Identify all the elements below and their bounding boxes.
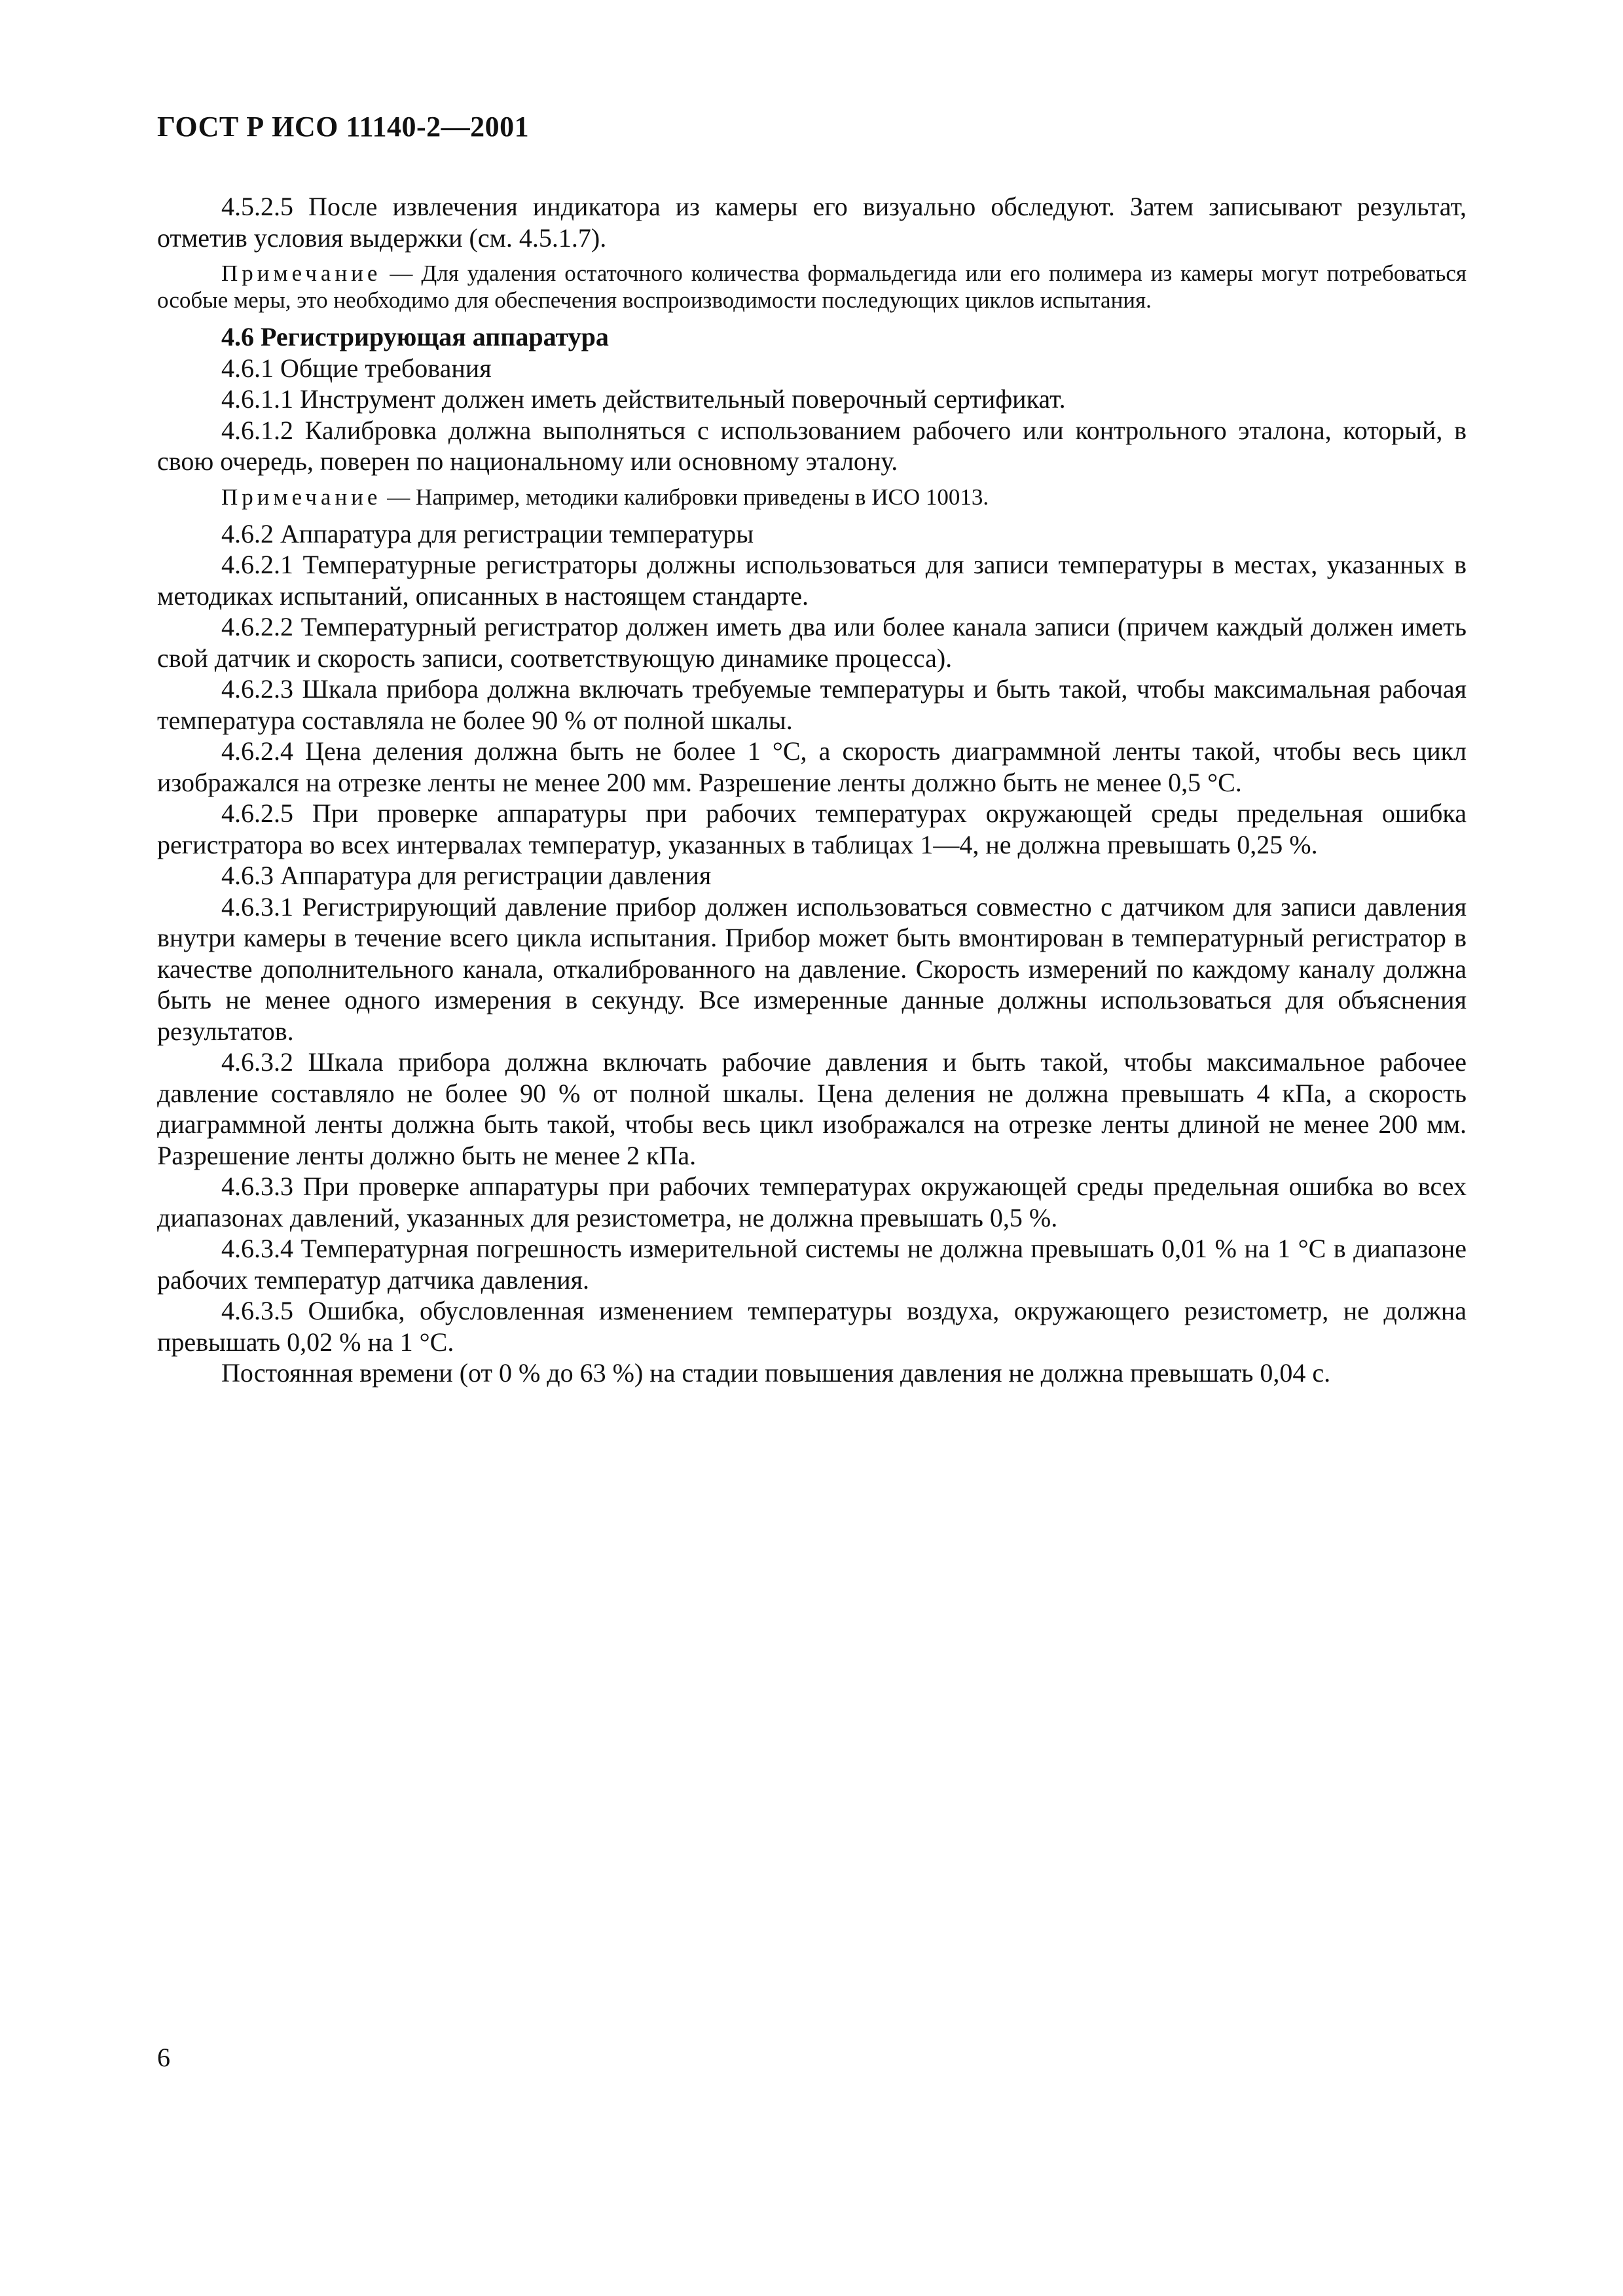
paragraph-4-6-3: 4.6.3 Аппаратура для регистрации давления: [221, 861, 712, 890]
note-label: Примечание: [221, 484, 382, 510]
paragraph-4-6-3-3: 4.6.3.3 При проверке аппаратуры при рабочих температурах окружающей среды предельная ошибка во всех диапазонах давлений, указанных для резистометра, не должна превышать 0,5 %.: [157, 1172, 1467, 1232]
note-calibration: [157, 484, 1467, 511]
page-number: 6: [157, 2043, 170, 2072]
paragraph-4-6-3-1: 4.6.3.1 Регистрирующий давление прибор должен использоваться совместно с датчиком для записи давления внутри камеры в течение всего цикла испытания. Прибор может быть вмонтирован в температурный регистратор в качестве дополнительного канала, откалиброванного на давление. Скорость измерений по каждому каналу должна быть не менее одного измерения в секунду. Все измеренные данные должны использоваться для объяснения результатов.: [157, 891, 1467, 1046]
note-label: Примечание: [221, 260, 382, 286]
note-formaldehyde: [157, 260, 1467, 314]
paragraph-4-6-2-3: 4.6.2.3 Шкала прибора должна включать требуемые температуры и быть такой, чтобы максимальная рабочая температура составляла не более 90 % от полной шкалы.: [157, 674, 1467, 735]
paragraph-4-5-2-5: 4.5.2.5 После извлечения индикатора из камеры его визуально обследуют. Затем записывают результат, отметив условия выдержки (см. 4.5.1.7).: [157, 192, 1467, 253]
paragraph-4-6-3-5: 4.6.3.5 Ошибка, обусловленная изменением температуры воздуха, окружающего резистометр, не должна превышать 0,02 % на 1 °С.: [157, 1296, 1467, 1357]
paragraph-4-6-3-2: 4.6.3.2 Шкала прибора должна включать рабочие давления и быть такой, чтобы максимальное рабочее давление составляло не более 90 % от полной шкалы. Цена деления не должна превышать 4 кПа, а скорость диаграммной ленты должна быть такой, чтобы весь цикл изображался на отрезке ленты длиной не менее 200 мм. Разрешение ленты должно быть не менее 2 кПа.: [157, 1047, 1467, 1170]
note-text: — Для удаления остаточного количества формальдегида или его полимера из камеры могут потребоваться особые меры, это необходимо для обеспечения воспроизводимости последующих циклов испытания.: [157, 260, 1467, 313]
paragraph-4-6-1-2: 4.6.1.2 Калибровка должна выполняться с использованием рабочего или контрольного эталона, который, в свою очередь, поверен по национальному или основному эталону.: [157, 415, 1467, 476]
paragraph-time-constant: Постоянная времени (от 0 % до 63 %) на стадии повышения давления не должна превышать 0,04 с.: [221, 1358, 1331, 1388]
document-body: [157, 191, 1467, 1389]
page-header: ГОСТ Р ИСО 11140-2—2001: [157, 111, 530, 143]
note-text: — Например, методики калибровки приведены в ИСО 10013.: [381, 484, 989, 510]
paragraph-4-6-3-4: 4.6.3.4 Температурная погрешность измерительной системы не должна превышать 0,01 % на 1 °С в диапазоне рабочих температур датчика давления.: [157, 1234, 1467, 1295]
paragraph-4-6-2-4: 4.6.2.4 Цена деления должна быть не более 1 °С, а скорость диаграммной ленты такой, чтобы весь цикл изображался на отрезке ленты не менее 200 мм. Разрешение ленты должно быть не менее 0,5 °С.: [157, 736, 1467, 797]
paragraph-4-6-2-1: 4.6.2.1 Температурные регистраторы должны использоваться для записи температуры в местах, указанных в методиках испытаний, описанных в настоящем стандарте.: [157, 550, 1467, 611]
section-heading-4-6: 4.6 Регистрирующая аппаратура: [221, 322, 609, 351]
paragraph-4-6-1-1: 4.6.1.1 Инструмент должен иметь действительный поверочный сертификат.: [221, 384, 1066, 414]
paragraph-4-6-1: 4.6.1 Общие требования: [221, 353, 492, 383]
paragraph-4-6-2: 4.6.2 Аппаратура для регистрации температуры: [221, 518, 754, 548]
paragraph-4-6-2-5: 4.6.2.5 При проверке аппаратуры при рабочих температурах окружающей среды предельная ошибка регистратора во всех интервалах температур, указанных в таблицах 1—4, не должна превышать 0,25 %.: [157, 798, 1467, 859]
paragraph-4-6-2-2: 4.6.2.2 Температурный регистратор должен иметь два или более канала записи (причем каждый должен иметь свой датчик и скорость записи, соответствующую динамике процесса).: [157, 612, 1467, 673]
